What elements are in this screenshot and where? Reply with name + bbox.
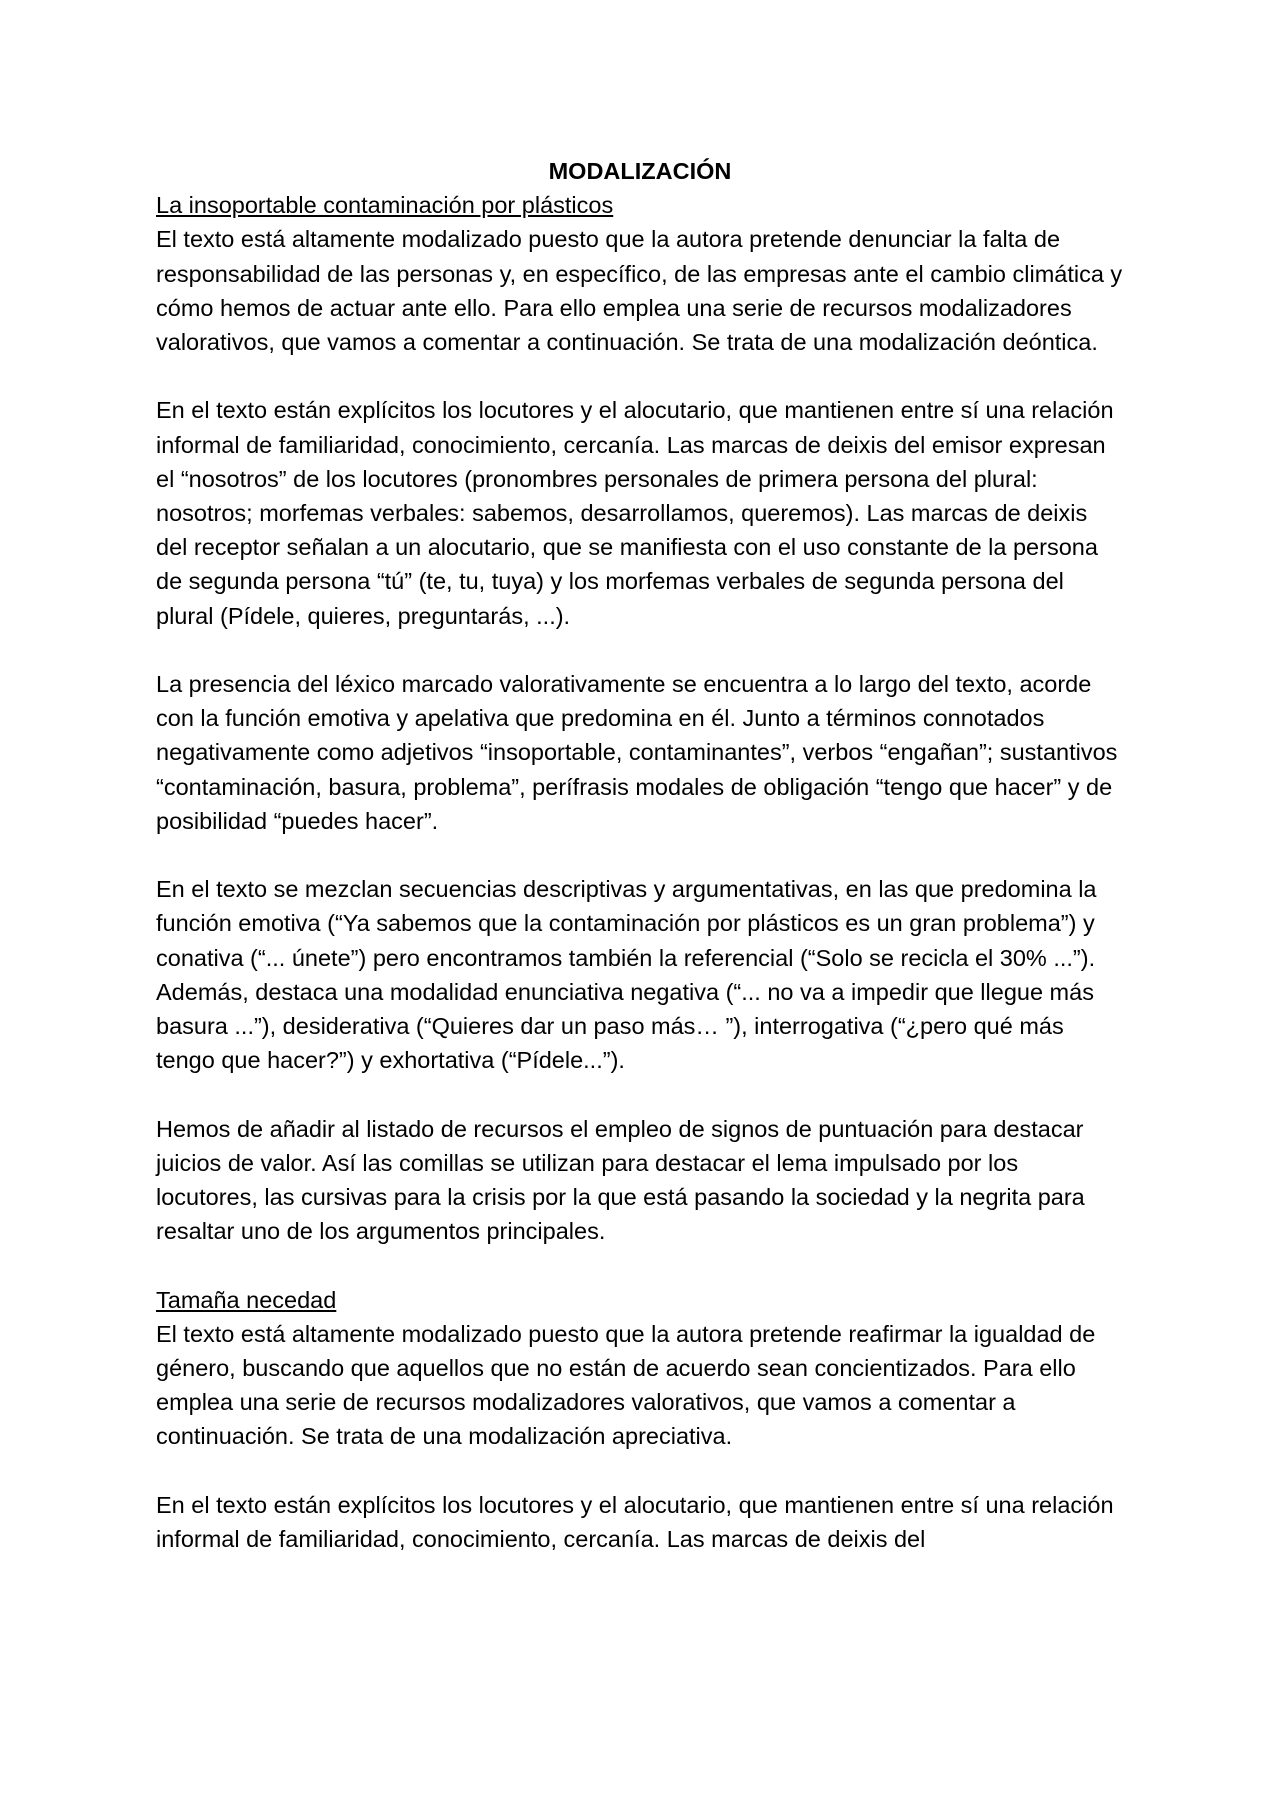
section-necedad [156, 1283, 1124, 1557]
paragraph-gap [156, 359, 1124, 393]
section-heading: La insoportable contaminación por plásticos [156, 192, 614, 219]
paragraph: El texto está altamente modalizado puesto que la autora pretende denunciar la falta de responsabilidad de las personas y, en específico, de las empresas ante el cambio climática y cómo hemos de actuar ante ello. Para ello emplea una serie de recursos modalizadores valorativos, que vamos a comentar a continuación. Se trata de una modalización deóntica. [156, 226, 1123, 356]
paragraph-gap [156, 633, 1124, 667]
paragraph: La presencia del léxico marcado valorativamente se encuentra a lo largo del texto, acorde con la función emotiva y apelativa que predomina en él. Junto a términos connotados negativamente como adjetivos “insoportable, contaminantes”, verbos “engañan”; sustantivos “contaminación, basura, problema”, perífrasis modales de obligación “tengo que hacer” y de posibilidad “puedes hacer”. [156, 671, 1118, 834]
section-gap [156, 1248, 1124, 1282]
page-title: MODALIZACIÓN [548, 158, 732, 184]
paragraph: Hemos de añadir al listado de recursos el empleo de signos de puntuación para destacar juicios de valor. Así las comillas se utilizan para destacar el lema impulsado por los locutores, las cursivas para la crisis por la que está pasando la sociedad y la negrita para resaltar uno de los argumentos principales. [156, 1115, 1085, 1245]
paragraph: En el texto están explícitos los locutores y el alocutario, que mantienen entre sí una relación informal de familiaridad, conocimiento, cercanía. Las marcas de deixis del [156, 1491, 1114, 1553]
paragraph-gap [156, 1454, 1124, 1488]
paragraph: El texto está altamente modalizado puesto que la autora pretende reafirmar la igualdad de género, buscando que aquellos que no están de acuerdo sean concientizados. Para ello emplea una serie de recursos modalizadores valorativos, que vamos a comentar a continuación. Se trata de una modalización apreciativa. [156, 1320, 1096, 1450]
paragraph-gap [156, 838, 1124, 872]
document-body [156, 154, 1124, 1556]
section-plasticos [156, 188, 1124, 1248]
paragraph-gap [156, 1077, 1124, 1111]
section-heading: Tamaña necedad [156, 1286, 337, 1313]
paragraph: En el texto están explícitos los locutores y el alocutario, que mantienen entre sí una relación informal de familiaridad, conocimiento, cercanía. Las marcas de deixis del emisor expresan el “nosotros” de los locutores (pronombres personales de primera persona del plural: nosotros; morfemas verbales: sabemos, desarrollamos, queremos). Las marcas de deixis del receptor señalan a un alocutario, que se manifiesta con el uso constante de la persona de segunda persona “tú” (te, tu, tuya) y los morfemas verbales de segunda persona del plural (Pídele, quieres, preguntarás, ...). [156, 397, 1114, 629]
paragraph: En el texto se mezclan secuencias descriptivas y argumentativas, en las que predomina la función emotiva (“Ya sabemos que la contaminación por plásticos es un gran problema”) y conativa (“... únete”) pero encontramos también la referencial (“Solo se recicla el 30% ...”). Además, destaca una modalidad enunciativa negativa (“... no va a impedir que llegue más basura ...”), desiderativa (“Quieres dar un paso más… ”), interrogativa (“¿pero qué más tengo que hacer?”) y exhortativa (“Pídele...”). [156, 876, 1097, 1074]
